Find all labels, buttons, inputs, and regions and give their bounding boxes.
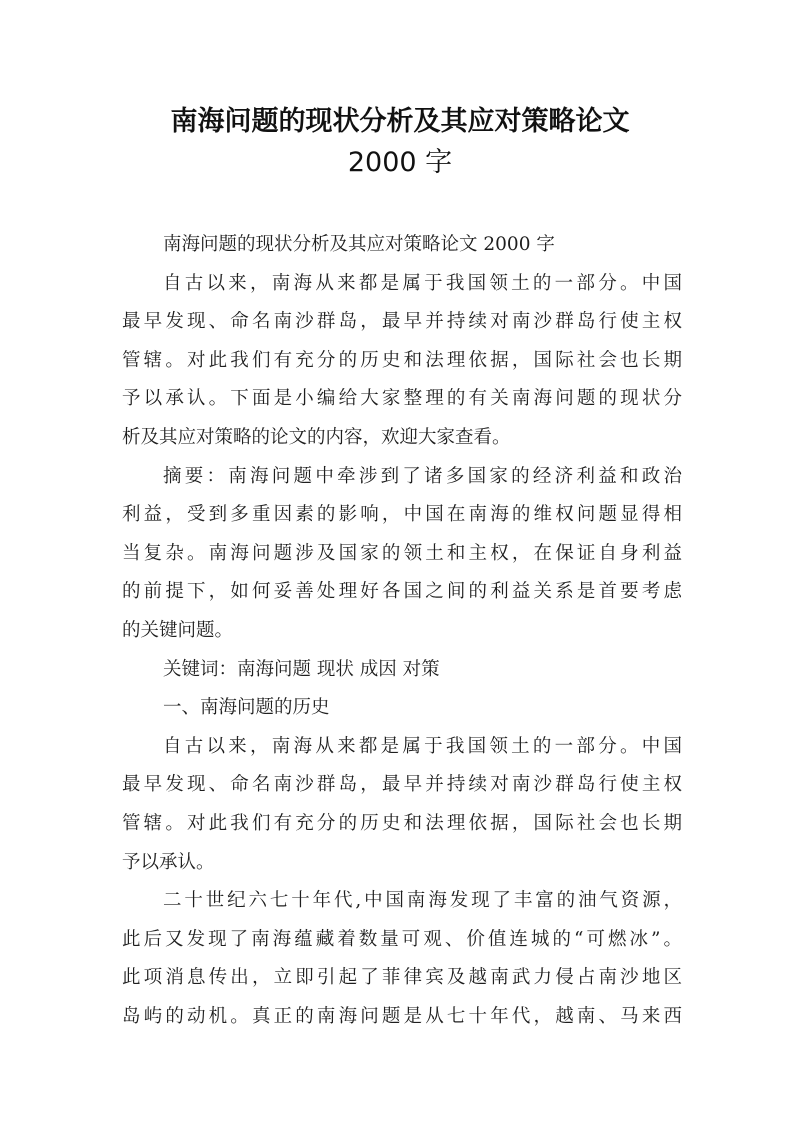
text-line: 最早发现、命名南沙群岛，最早并持续对南沙群岛行使主权 bbox=[122, 311, 682, 333]
text-line: 自古以来，南海从来都是属于我国领土的一部分。中国 bbox=[163, 735, 682, 757]
text-line: 此项消息传出，立即引起了菲律宾及越南武力侵占南沙地区 bbox=[122, 967, 682, 989]
text-line: 关键词：南海问题 现状 成因 对策 bbox=[163, 658, 440, 680]
text-line: 摘要：南海问题中牵涉到了诸多国家的经济利益和政治 bbox=[163, 465, 682, 487]
document-title-line-1: 南海问题的现状分析及其应对策略论文 bbox=[170, 106, 630, 137]
text-line: 一、南海问题的历史 bbox=[163, 697, 330, 719]
text-line: 析及其应对策略的论文的内容，欢迎大家查看。 bbox=[122, 426, 511, 448]
text-line: 南海问题的现状分析及其应对策略论文 2000 字 bbox=[163, 234, 555, 255]
text-line: 予以承认。下面是小编给大家整理的有关南海问题的现状分 bbox=[122, 388, 682, 410]
text-line: 二十世纪六七十年代,中国南海发现了丰富的油气资源， bbox=[163, 890, 682, 912]
document-body bbox=[122, 226, 682, 1036]
text-line: 予以承认。 bbox=[122, 851, 215, 873]
text-line: 最早发现、命名南沙群岛，最早并持续对南沙群岛行使主权 bbox=[122, 774, 682, 796]
text-line: 岛屿的动机。真正的南海问题是从七十年代，越南、马来西 bbox=[122, 1005, 682, 1027]
text-line: 的前提下，如何妥善处理好各国之间的利益关系是首要考虑 bbox=[122, 581, 682, 603]
text-line: 的关键问题。 bbox=[122, 619, 234, 641]
document-title-line-2: 2000 字 bbox=[347, 147, 453, 178]
text-line: 利益，受到多重因素的影响，中国在南海的维权问题显得相 bbox=[122, 504, 682, 526]
text-line: 当复杂。南海问题涉及国家的领土和主权，在保证自身利益 bbox=[122, 542, 682, 564]
text-line: 自古以来，南海从来都是属于我国领土的一部分。中国 bbox=[163, 272, 682, 294]
text-line: 管辖。对此我们有充分的历史和法理依据，国际社会也长期 bbox=[122, 812, 682, 834]
text-line: 管辖。对此我们有充分的历史和法理依据，国际社会也长期 bbox=[122, 349, 682, 371]
text-line: 此后又发现了南海蕴藏着数量可观、价值连城的“可燃冰”。 bbox=[122, 928, 682, 950]
